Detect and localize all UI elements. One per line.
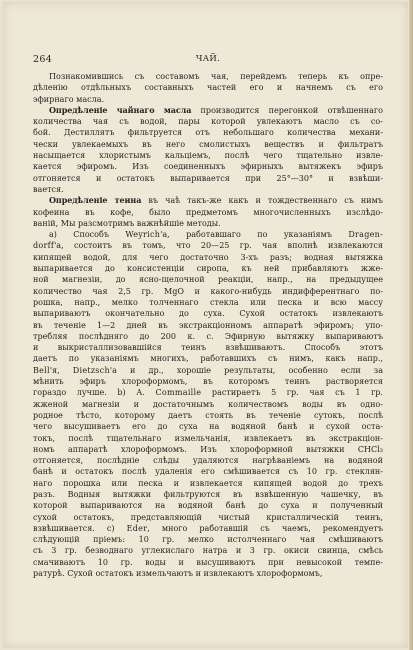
text-run: 'я, [49,365,73,375]
text-line: съ 3 гр. безводнаго углекислаго натра и 3 гр. окиси свинца, смѣсь [33,546,383,556]
text-line [33,365,383,376]
text-line: банѣ и остатокъ послѣ удаленія его смѣшивается съ 10 гр. стеклян- [33,467,383,477]
text-run: гораздо лучше. b) А. [33,388,156,398]
text-line: эфирнаго масла. [33,94,105,104]
text-line: смачиваютъ 10 гр. воды и высушиваютъ при невысокой темпе- [33,557,383,567]
paragraph [33,71,383,105]
author-name: Eder [126,523,148,533]
text-line: кофеина въ кофе, было предметомъ многочисленныхъ изслѣдо- [33,207,383,217]
text-line: ной магнезіи, до ясно-щелочной реакціи, напр., на предыдущее [33,275,383,285]
text-line: номъ аппаратѣ хлороформомъ. Изъ хлороформной вытяжки CHCl₃ [33,444,383,454]
text-line: кается эфиромъ. Изъ соединенныхъ эфирныхъ вытяжекъ эфиръ [33,162,383,172]
author-name: Weyrich [125,230,161,240]
author-name: Bell [33,365,50,375]
text-line: вается. [33,184,64,194]
author-name: Dietzsch [72,365,110,375]
text-line: отгоняется и остатокъ выпаривается при 25°—30° и взвѣши- [33,173,383,183]
page-edge [409,0,413,650]
text-line: даетъ по указаніямъ многихъ, работавшихъ съ нимъ, какъ напр., [33,354,383,364]
text-line: Познакомившись съ составомъ чая, перейдемъ теперь къ опре- [49,72,383,81]
text-run: взвѣшивается. с) [33,523,127,533]
text-line: количества чая съ водой, пары которой увлекаютъ масло съ со- [33,117,383,127]
bold-term: Опредѣленіе теина [49,195,142,206]
text-line [33,523,383,534]
text-line: наго порошка или песка и извлекается кипящей водой до трехъ [33,478,383,488]
text-line: родное тѣсто, которому даетъ стоять въ теченіе сутокъ, послѣ [33,410,383,420]
text-line: выпаривается до консистенціи сиропа, къ ней прибавляютъ жже- [33,264,383,274]
author-name: Commaille [155,388,202,398]
paragraph [33,195,383,229]
text-run: 'а, состоитъ въ томъ, что 20—25 гр. чая вполнѣ извлекаются [54,241,383,251]
text-run: 'а, работавшаго по указаніямъ [160,230,349,240]
text-line: разъ. Водныя вытяжки фильтруются въ взвѣшенную чашечку, въ [33,489,383,499]
text-run: растираетъ 5 гр. чая съ 1 гр. [201,388,383,398]
text-line: сухой остатокъ, представляющій чистый кристаллическій теинъ, [33,512,383,522]
text-line: бой. Дестиллятъ фильтруется отъ небольшаго количества механи- [33,128,383,138]
page-body-text [33,71,383,579]
text-line: отгоняется, послѣдніе слѣды удаляются нагрѣваніемъ на водяной [33,456,383,466]
text-run: , много работавшій съ чаемъ, рекомендуетъ [147,523,383,533]
text-line: ваній, Мы разсмотримъ важнѣйшіе методы. [33,218,221,228]
text-line: чески увлекаемыхъ въ него смолистыхъ веществъ и фильтратъ [33,139,383,149]
text-line: которой выпариваются на водяной банѣ до суха и полученный [33,501,383,511]
bold-term: Опредѣленіе чайнаго масла [49,104,192,115]
text-line: рошка, напр., мелко толченнаго стекла или песка и всю массу [33,297,383,307]
text-line: въ теченіе 1—2 дней въ экстракціонномъ аппаратѣ эфиромъ; упо- [33,320,383,330]
text-line [33,240,383,251]
text-line [33,387,383,398]
text-line: требляя послѣдняго до 200 к. с. Эфирную вытяжку выпариваютъ [33,331,383,341]
author-name: dorff [33,241,55,251]
text-run: производится перегонкой отвѣшеннаго [191,105,383,115]
text-run: въ чаѣ такъ-же какъ и тождественнаго съ нимъ [141,196,383,206]
paragraph [33,105,383,195]
text-line [33,229,383,240]
text-line: количество чая 2,5 гр. MgO и какого-нибудь индифферентнаго по- [33,286,383,296]
text-run: 'а и др., хорошіе результаты, особенно если за [109,365,383,375]
text-line [33,195,383,206]
text-line: дѣленію отдѣльныхъ составныхъ частей его и начнемъ съ его [33,83,383,93]
text-line: насыщается хлористымъ кальціемъ, послѣ чего тщательно извле- [33,151,383,161]
text-line: токъ, послѣ тщательнаго измельчанія, извлекаетъ въ экстракціон- [33,433,383,443]
paragraph [33,229,383,579]
text-line: чего высушиваетъ его до суха на водяной банѣ и сухой оста- [33,422,383,432]
text-line [33,105,383,116]
text-line: кипящей водой, для чего достаточно 3-хъ разъ; водная вытяжка [33,252,383,262]
running-title: ЧАЙ. [195,54,221,64]
page-number: 264 [33,54,53,65]
text-run: а) Способъ [49,230,126,240]
text-line: мѣнить эфиръ хлороформомъ, въ которомъ теинъ растворяется [33,377,383,387]
text-line: и выкристаллизовавшійся теинъ взвѣшиваютъ. Способъ этотъ [33,343,383,353]
text-line: жженой магнезіи и достаточнымъ количествомъ воды въ одно- [33,399,383,409]
text-line: ратурѣ. Сухой остатокъ измельчаютъ и извлекаютъ хлороформомъ, [33,569,323,579]
text-line: слѣдующій пріемъ: 10 гр. мелко истолченнаго чая смѣшиваютъ [33,535,383,545]
page-header [33,54,383,68]
text-line: выпариваютъ окончательно до суха. Сухой остатокъ извлекаютъ [33,309,383,319]
author-name: Dragen- [348,230,383,240]
